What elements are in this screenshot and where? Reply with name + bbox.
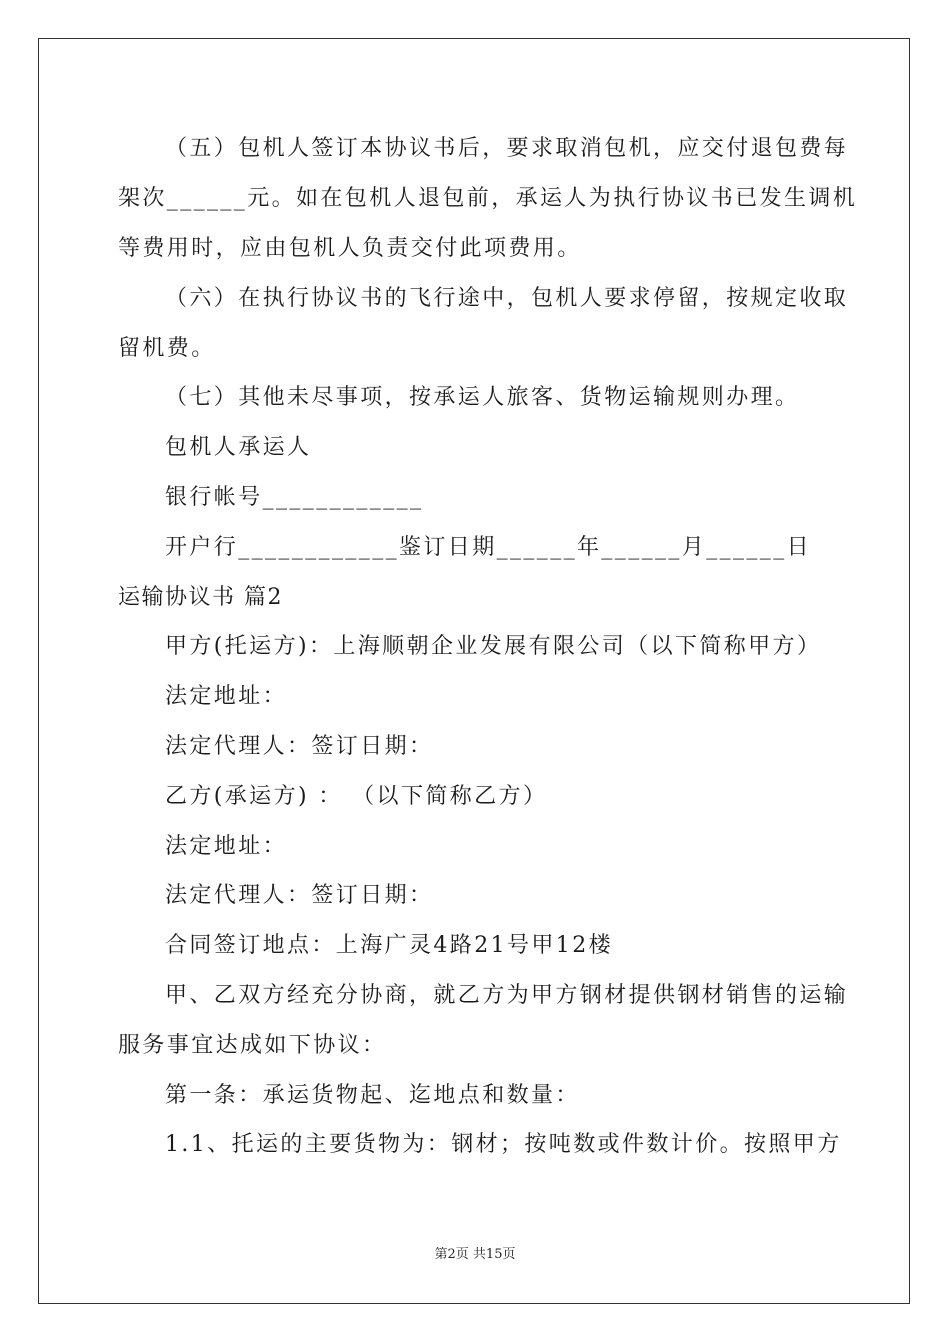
paragraph-line: 甲、乙双方经充分协商，就乙方为甲方钢材提供钢材销售的运输 bbox=[165, 983, 849, 1008]
paragraph-line: 1.1、托运的主要货物为：钢材；按吨数或件数计价。按照甲方 bbox=[165, 1132, 842, 1157]
paragraph-line: 留机费。 bbox=[118, 336, 216, 361]
page-number: 第2页 共15页 bbox=[434, 1247, 516, 1262]
paragraph-line: 服务事宜达成如下协议： bbox=[118, 1033, 387, 1058]
paragraph-line: 甲方(托运方)：上海顺朝企业发展有限公司（以下简称甲方） bbox=[165, 634, 822, 659]
paragraph-line: 乙方(承运方) ： （以下简称乙方） bbox=[165, 784, 548, 809]
paragraph-line: 合同签订地点：上海广灵4路21号甲12楼 bbox=[165, 933, 613, 958]
paragraph-line: （六）在执行协议书的飞行途中，包机人要求停留，按规定收取 bbox=[165, 286, 849, 311]
paragraph-line: 法定代理人：签订日期： bbox=[165, 883, 434, 908]
paragraph-line: （七）其他未尽事项，按承运人旅客、货物运输规则办理。 bbox=[165, 385, 800, 410]
paragraph-line: 包机人承运人 bbox=[165, 435, 312, 460]
paragraph-line: 法定地址： bbox=[165, 684, 288, 709]
page-border bbox=[38, 38, 910, 1304]
paragraph-line: 第一条：承运货物起、迄地点和数量： bbox=[165, 1083, 580, 1108]
paragraph-line: （五）包机人签订本协议书后，要求取消包机，应交付退包费每 bbox=[165, 136, 849, 161]
section-heading: 运输协议书 篇2 bbox=[118, 585, 283, 610]
paragraph-line: 银行帐号____________ bbox=[165, 485, 424, 510]
paragraph-line: 等费用时，应由包机人负责交付此项费用。 bbox=[118, 236, 582, 261]
paragraph-line: 法定代理人：签订日期： bbox=[165, 734, 434, 759]
paragraph-line: 架次______元。如在包机人退包前，承运人为执行协议书已发生调机 bbox=[118, 186, 858, 211]
paragraph-line: 法定地址： bbox=[165, 834, 288, 859]
paragraph-line: 开户行____________鉴订日期______年______月______日 bbox=[165, 535, 812, 560]
